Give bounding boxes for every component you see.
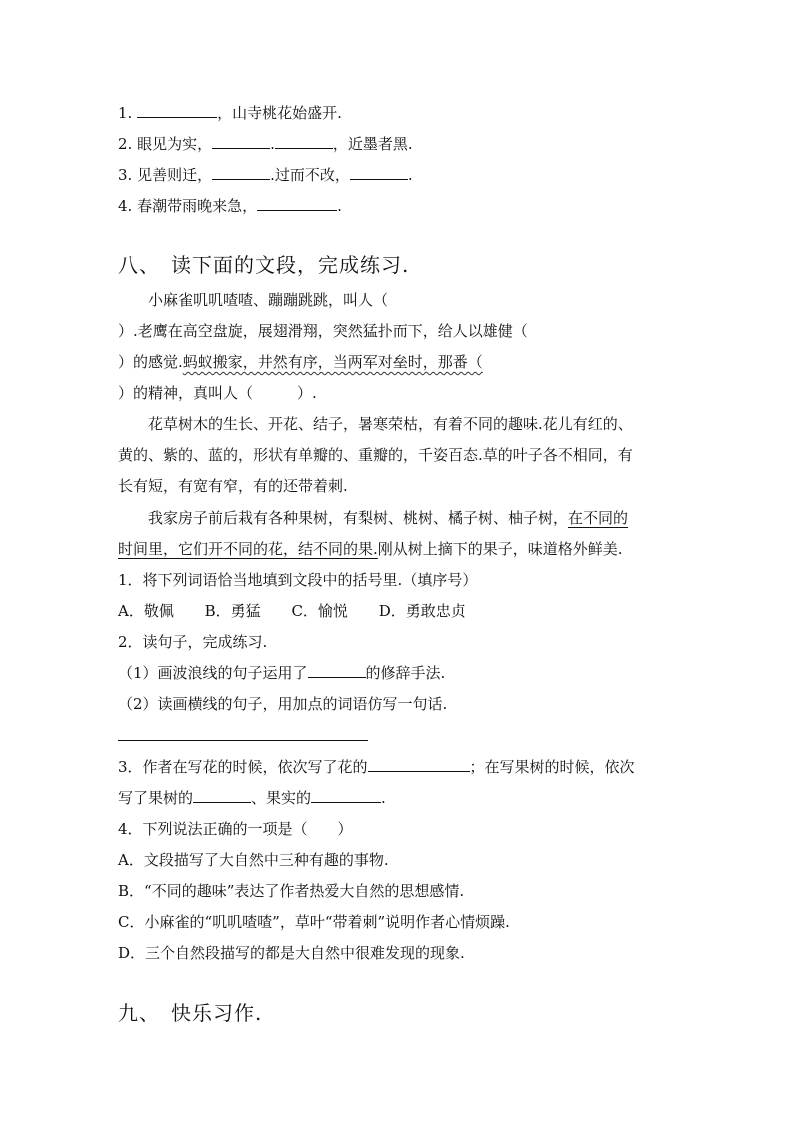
- section-8-heading: 八、 读下面的文段，完成练习.: [118, 253, 410, 277]
- answer-blank[interactable]: [350, 165, 408, 180]
- section-9-heading: 九、 快乐习作.: [118, 1001, 263, 1025]
- question-1: 1．将下列词语恰当地填到文段中的括号里.（填序号）: [118, 571, 478, 589]
- question-4-option-d[interactable]: D．三个自然段描写的都是大自然中很难发现的现象.: [118, 944, 465, 962]
- passage-p1-line3: ）的感觉.蚂蚁搬家，井然有序，当两军对垒时，那番（: [118, 353, 483, 371]
- answer-line[interactable]: [118, 740, 368, 741]
- answer-blank[interactable]: [311, 788, 381, 803]
- answer-blank[interactable]: [193, 788, 251, 803]
- underlined-sentence: 时间里，它们开不同的花，结不同的果.: [118, 540, 378, 558]
- answer-blank[interactable]: [368, 757, 470, 772]
- passage-p2-line2: 黄的、紫的、蓝的，形状有单瓣的、重瓣的，千姿百态.草的叶子各不相同，有: [118, 446, 633, 464]
- answer-blank[interactable]: [212, 134, 270, 149]
- passage-p1-line2: ）.老鹰在高空盘旋，展翅滑翔，突然猛扑而下，给人以雄健（: [118, 322, 528, 340]
- poem-line-4: 4. 春潮带雨晚来急， .: [118, 197, 342, 215]
- question-2-1: （1）画波浪线的句子运用了 的修辞手法.: [118, 664, 446, 682]
- wavy-underlined-sentence: 蚂蚁搬家，井然有序，当两军对垒时，那番（: [182, 353, 483, 371]
- passage-p1-line4: ）的精神，真叫人（ ）.: [118, 384, 317, 402]
- option-b[interactable]: B．勇猛: [204, 602, 261, 620]
- passage-p3-line2: 时间里，它们开不同的花，结不同的果.刚从树上摘下的果子，味道格外鲜美.: [118, 540, 623, 558]
- passage-p1-line1: 小麻雀叽叽喳喳、蹦蹦跳跳，叫人（: [148, 291, 389, 309]
- answer-blank[interactable]: [275, 134, 333, 149]
- question-2-2: （2）读画横线的句子，用加点的词语仿写一句话.: [118, 695, 448, 713]
- option-a[interactable]: A．敬佩: [118, 602, 174, 620]
- passage-p3-line1: 我家房子前后栽有各种果树，有梨树、桃树、橘子树、柚子树，在不同的: [148, 509, 629, 527]
- question-4-option-a[interactable]: A．文段描写了大自然中三种有趣的事物.: [118, 851, 389, 869]
- question-1-options: [118, 601, 492, 621]
- poem-line-1: 1. ，山寺桃花始盛开.: [118, 104, 342, 122]
- question-3-line2: 写了果树的 、果实的 .: [118, 789, 386, 807]
- question-3-line1: 3．作者在写花的时候，依次写了花的 ；在写果树的时候，依次: [118, 758, 635, 776]
- question-2: 2．读句子，完成练习.: [118, 633, 268, 651]
- answer-blank[interactable]: [308, 663, 366, 678]
- answer-blank[interactable]: [212, 165, 270, 180]
- answer-blank[interactable]: [137, 103, 217, 118]
- passage-p2-line1: 花草树木的生长、开花、结子，暑寒荣枯，有着不同的趣味.花儿有红的、: [148, 415, 633, 433]
- option-c[interactable]: C．愉悦: [291, 602, 348, 620]
- passage-p2-line3: 长有短，有宽有窄，有的还带着刺.: [118, 477, 348, 495]
- poem-line-3: 3. 见善则迁， .过而不改， .: [118, 166, 413, 184]
- question-4: 4．下列说法正确的一项是（ ）: [118, 820, 353, 838]
- underlined-sentence: 在不同的: [568, 509, 629, 527]
- option-d[interactable]: D．勇敢忠贞: [378, 602, 466, 620]
- answer-blank[interactable]: [257, 196, 337, 211]
- poem-line-2: 2. 眼见为实， . ，近墨者黑.: [118, 135, 413, 153]
- question-4-option-b[interactable]: B．“不同的趣味”表达了作者热爱大自然的思想感情.: [118, 882, 465, 900]
- question-4-option-c[interactable]: C．小麻雀的“叽叽喳喳”，草叶“带着刺”说明作者心情烦躁.: [118, 913, 510, 931]
